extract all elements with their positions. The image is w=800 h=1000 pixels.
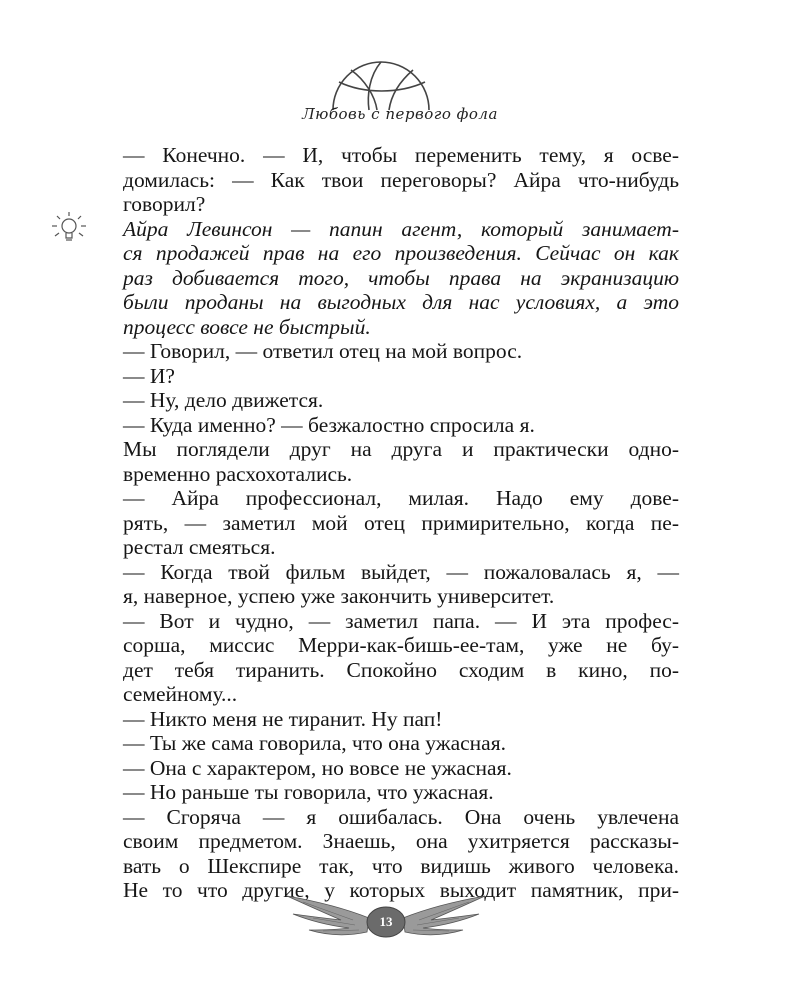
text-line: — Сгоряча — я ошибалась. Она очень увлечена [123,804,679,829]
page-number: 13 [379,914,393,929]
page-header [0,50,800,130]
text-line: — Но раньше ты говорила, что ужасная. [123,780,494,804]
text-line: — И? [123,363,175,388]
basketball-icon [329,52,433,112]
text-line: — Говорил, — ответил отец на мой вопрос. [123,339,523,363]
text-line: — Она с характером, но вовсе не ужасная. [123,755,512,780]
running-title: Любовь с первого фола [302,105,498,123]
text-line: — Никто меня не тиранит. Ну пап! [123,706,443,731]
page-footer [0,892,800,952]
text-line: рять, — заметил мой отец примирительно, когда пе- [123,510,679,535]
text-line: домилась: — Как твои переговоры? Айра что-нибудь [123,167,679,192]
text-line: вать о Шекспире так, что видишь живого человека. [123,853,679,878]
text-line: раз добивается того, чтобы права на экранизацию [123,265,679,290]
text-line: Не то что другие, у которых выходит памятник, при- [123,878,679,902]
body-text [123,143,679,903]
text-line: — Ты же сама говорила, что она ужасная. [123,731,506,755]
text-line: говорил? [123,192,206,216]
text-line: своим предметом. Знаешь, она ухитряется рассказы- [123,829,679,853]
text-line: — Куда именно? — безжалостно спросила я. [123,412,535,437]
text-line: — Вот и чудно, — заметил папа. — И эта профес- [123,608,679,633]
text-line: рестал смеяться. [123,535,276,559]
text-line: — Конечно. — И, чтобы переменить тему, я осве- [123,143,679,167]
text-line: ся продажей прав на его произведения. Сейчас он как [123,241,679,265]
text-line: временно расхохотались. [123,461,353,486]
text-line: дет тебя тиранить. Спокойно сходим в кино, по- [123,657,679,682]
text-line: я, наверное, успею уже закончить университет. [123,584,555,608]
text-line: процесс вовсе не быстрый. [123,314,371,339]
text-line: семейному... [123,682,238,706]
text-line: были проданы на выгодных для нас условиях, а это [123,290,679,314]
lightbulb-idea-icon [47,210,91,246]
text-line: — Айра профессионал, милая. Надо ему дове- [123,486,679,510]
text-line: — Когда твой фильм выйдет, — пожаловалась я, — [123,559,679,584]
text-line: — Ну, дело движется. [123,388,324,412]
text-line: сорша, миссис Мерри-как-бишь-ее-там, уже не бу- [123,633,679,657]
text-line: Мы поглядели друг на друга и практически одно- [123,437,679,461]
text-line: Айра Левинсон — папин агент, который занимает- [123,216,679,241]
